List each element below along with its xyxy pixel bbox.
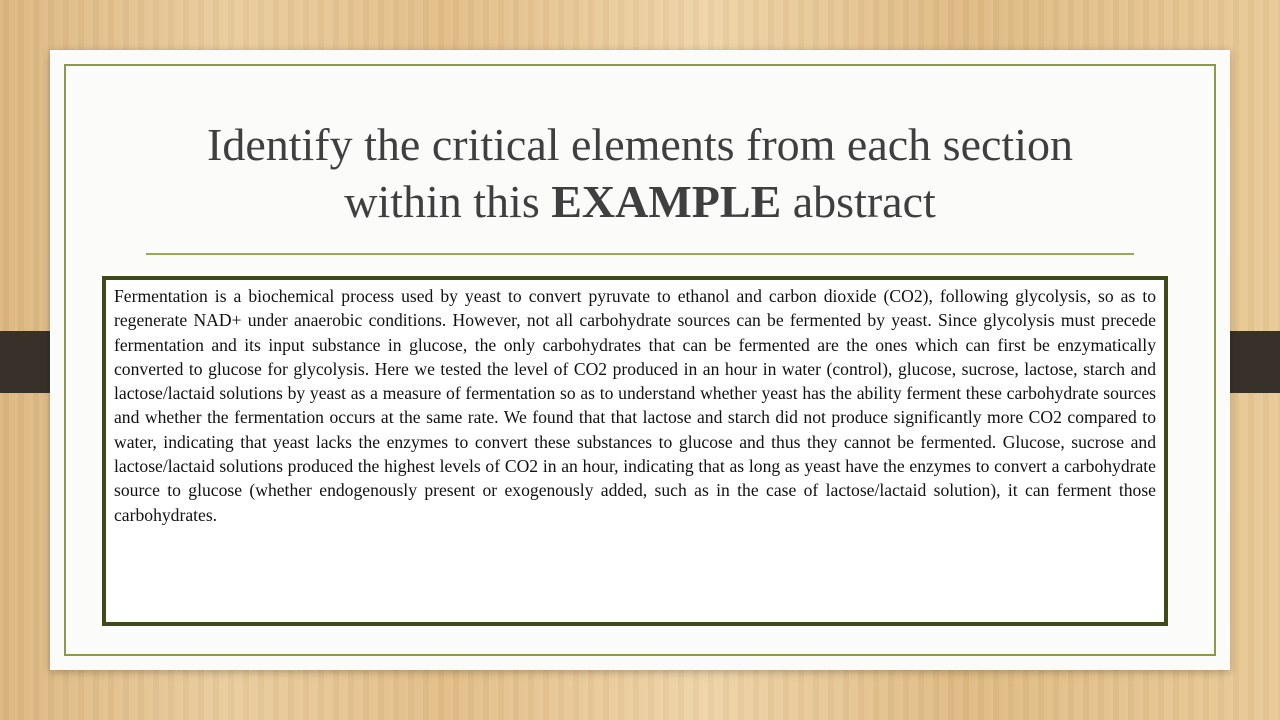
title-divider (146, 253, 1134, 255)
title-line-2-start: within this (344, 176, 540, 227)
title-line-1: Identify the critical elements from each section (207, 119, 1073, 170)
title-line-2-end: abstract (792, 176, 936, 227)
slide-title (130, 116, 1150, 230)
abstract-text: Fermentation is a biochemical process used by yeast to convert pyruvate to ethanol and carbon dioxide (CO2), following glycolysis, so as to regenerate NAD+ under anaerobic conditions. However, not all carbohydrate sources can be fermented by yeast. Since glycolysis must precede fermentation and its input substance in glucose, the only carbohydrates that can be fermented are the ones which can first be enzymatically converted to glucose for glycolysis. Here we tested the level of CO2 produced in an hour in water (control), glucose, sucrose, lactose, starch and lactose/lactaid solutions by yeast as a measure of fermentation so as to understand whether yeast has the ability ferment these carbohydrate sources and whether the fermentation occurs at the same rate. We found that that lactose and starch did not produce significantly more CO2 compared to water, indicating that yeast lacks the enzymes to convert these substances to glucose and thus they cannot be fermented. Glucose, sucrose and lactose/lactaid solutions produced the highest levels of CO2 in an hour, indicating that as long as yeast have the enzymes to convert a carbohydrate source to glucose (whether endogenously present or exogenously added, such as in the case of lactose/lactaid solution), it can ferment those carbohydrates. (114, 286, 1156, 525)
title-emphasis: EXAMPLE (551, 176, 782, 227)
abstract-box (102, 276, 1168, 626)
slide-card (50, 50, 1230, 670)
